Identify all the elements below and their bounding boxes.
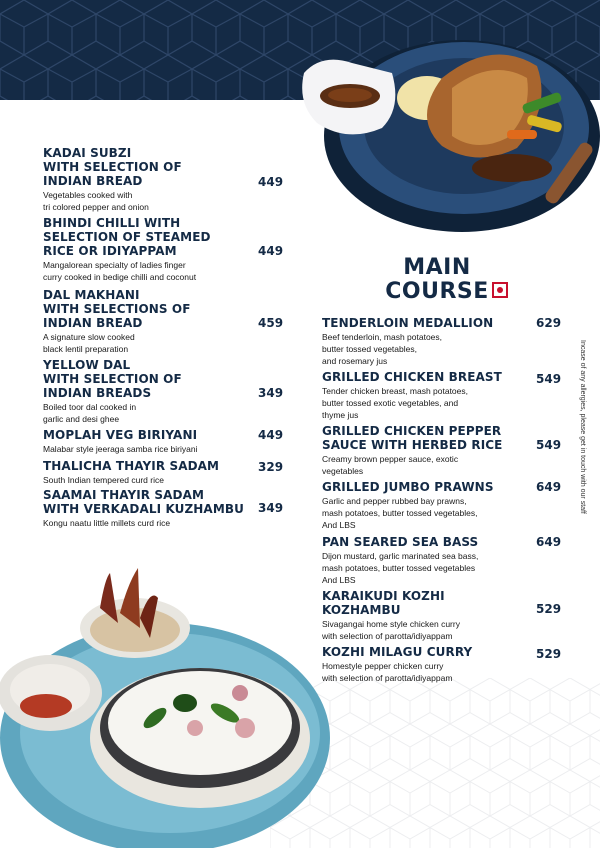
- menu-item: [322, 535, 542, 586]
- section-title-line1: MAIN: [403, 255, 471, 280]
- item-description: Vegetables cooked with tri colored pepper and onion: [43, 190, 149, 212]
- curd-rice-bowl-image: [0, 568, 330, 848]
- menu-item: [322, 316, 542, 367]
- grilled-chicken-plate-image: [292, 18, 600, 233]
- item-name: YELLOW DAL WITH SELECTION OF INDIAN BREADS: [43, 358, 182, 400]
- item-name: DAL MAKHANI WITH SELECTIONS OF INDIAN BREAD: [43, 288, 191, 330]
- item-name: TENDERLOIN MEDALLION: [322, 316, 494, 330]
- item-name: KOZHI MILAGU CURRY: [322, 645, 473, 659]
- section-title: [362, 256, 512, 304]
- item-price: 449: [258, 428, 284, 442]
- menu-item: [322, 480, 542, 531]
- menu-item: [43, 358, 273, 425]
- item-price: 349: [258, 501, 284, 515]
- item-name: GRILLED CHICKEN BREAST: [322, 370, 502, 384]
- menu-item: [322, 589, 542, 642]
- item-description: Kongu naatu little millets curd rice: [43, 518, 171, 528]
- item-description: A signature slow cooked black lentil preparation: [43, 332, 135, 354]
- item-price: 649: [536, 480, 562, 494]
- menu-item: [43, 459, 273, 486]
- item-description: South Indian tempered curd rice: [43, 475, 164, 485]
- item-description: Tender chicken breast, mash potatoes, butter tossed exotic vegetables, and thyme jus: [322, 386, 468, 420]
- item-description: Mangalorean specialty of ladies finger curry cooked in bedige chilli and coconut: [43, 260, 197, 282]
- item-description: Garlic and pepper rubbed bay prawns, mash potatoes, butter tossed vegetables, And LBS: [322, 496, 478, 530]
- item-description: Homestyle pepper chicken curry with selection of parotta/idiyappam: [322, 661, 453, 683]
- item-name: SAAMAI THAYIR SADAM WITH VERKADALI KUZHAMBU: [43, 488, 244, 516]
- menu-item: [43, 488, 273, 529]
- item-name: MOPLAH VEG BIRIYANI: [43, 428, 198, 442]
- item-description: Dijon mustard, garlic marinated sea bass, mash potatoes, butter tossed vegetables And LBS: [322, 551, 479, 585]
- item-description: Beef tenderloin, mash potatoes, butter tossed vegetables, and rosemary jus: [322, 332, 443, 366]
- menu-item: [43, 146, 273, 213]
- item-price: 449: [258, 244, 284, 258]
- item-description: Malabar style jeeraga samba rice biriyani: [43, 444, 198, 454]
- menu-item: [322, 645, 542, 684]
- item-description: Boiled toor dal cooked in garlic and desi ghee: [43, 402, 137, 424]
- item-price: 549: [536, 438, 562, 452]
- menu-item: [43, 428, 273, 455]
- item-price: 549: [536, 372, 562, 386]
- item-name: BHINDI CHILLI WITH SELECTION OF STEAMED RICE OR IDIYAPPAM: [43, 216, 211, 258]
- item-name: PAN SEARED SEA BASS: [322, 535, 479, 549]
- item-name: KADAI SUBZI WITH SELECTION OF INDIAN BREAD: [43, 146, 182, 188]
- item-price: 459: [258, 316, 284, 330]
- allergy-note: [578, 340, 588, 515]
- menu-item: [322, 370, 542, 421]
- item-price: 529: [536, 647, 562, 661]
- item-price: 349: [258, 386, 284, 400]
- item-description: Sivagangai home style chicken curry with selection of parotta/idiyappam: [322, 619, 460, 641]
- menu-item: [43, 288, 273, 355]
- non-veg-symbol-icon: [492, 282, 508, 298]
- menu-item: [43, 216, 273, 283]
- item-name: GRILLED CHICKEN PEPPER SAUCE WITH HERBED RICE: [322, 424, 503, 452]
- item-price: 649: [536, 535, 562, 549]
- section-title-line2: COURSE: [385, 279, 489, 304]
- item-price: 329: [258, 460, 284, 474]
- menu-item: [322, 424, 542, 477]
- item-price: 449: [258, 175, 284, 189]
- item-description: Creamy brown pepper sauce, exotic vegetables: [322, 454, 459, 476]
- item-name: GRILLED JUMBO PRAWNS: [322, 480, 494, 494]
- item-price: 629: [536, 316, 562, 330]
- item-price: 529: [536, 602, 562, 616]
- allergy-note-text: Incase of any allergies, please get in touch with our staff: [579, 340, 586, 514]
- item-name: KARAIKUDI KOZHI KOZHAMBU: [322, 589, 445, 617]
- item-name: THALICHA THAYIR SADAM: [43, 459, 220, 473]
